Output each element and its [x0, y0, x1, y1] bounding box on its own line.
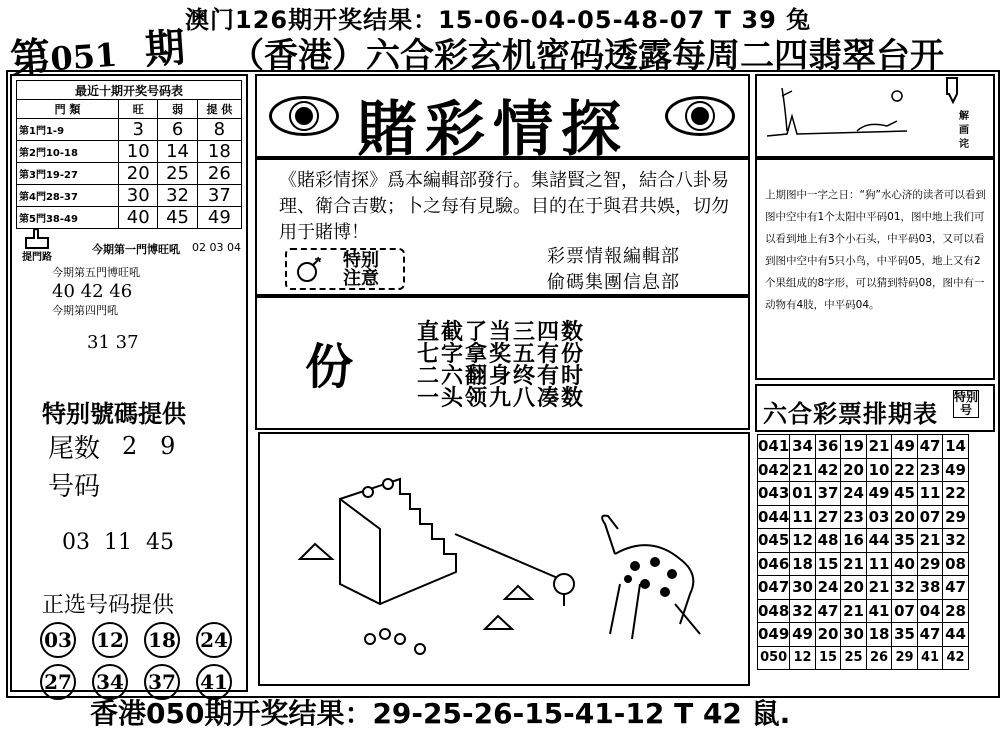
cell: 26 [197, 163, 241, 185]
schedule-cell: 35 [892, 529, 918, 553]
schedule-cell: 35 [892, 623, 918, 647]
row-label: 第2門10-18 [17, 141, 119, 163]
schedule-cell: 049 [758, 623, 790, 647]
schedule-cell: 47 [917, 435, 943, 459]
tip1-numbers: 02 03 04 [192, 241, 241, 254]
schedule-cell: 21 [917, 529, 943, 553]
tip-label: 提門路 [22, 252, 52, 263]
schedule-cell: 21 [866, 435, 892, 459]
number-ball: 18 [144, 622, 180, 658]
macau-result: 澳门126期开奖结果：15-06-04-05-48-07 T 39 兔 [185, 6, 812, 34]
cell: 30 [119, 185, 158, 207]
schedule-cell: 30 [790, 576, 816, 600]
poem-line: 一头领九八凑数 [417, 386, 586, 411]
schedule-cell: 20 [892, 505, 918, 529]
schedule-header [755, 384, 995, 432]
schedule-cell: 32 [943, 529, 969, 553]
schedule-cell: 47 [815, 599, 841, 623]
schedule-cell: 24 [841, 482, 867, 506]
table-row [758, 458, 969, 482]
table-row [758, 505, 969, 529]
table-row [17, 185, 242, 207]
cell: 49 [197, 207, 241, 229]
schedule-cell: 03 [866, 505, 892, 529]
schedule-cell: 49 [790, 623, 816, 647]
schedule-cell: 20 [815, 623, 841, 647]
schedule-cell: 44 [943, 623, 969, 647]
illustration-drawing [260, 434, 748, 684]
schedule-cell: 11 [917, 482, 943, 506]
schedule-cell: 04 [917, 599, 943, 623]
row-label: 第3門19-27 [17, 163, 119, 185]
row-label: 第1門1-9 [17, 119, 119, 141]
main-title: 賭彩情探 [357, 95, 629, 165]
col-header: 弱 [158, 100, 197, 119]
poem-line: 直截了当三四数 [417, 320, 586, 345]
number-ball: 37 [144, 664, 180, 700]
special-title: 特别號碼提供 [42, 400, 186, 428]
cell: 40 [119, 207, 158, 229]
number-ball: 24 [196, 622, 232, 658]
schedule-cell: 08 [943, 552, 969, 576]
hint-text: 上期图中一字之日：“狗”水心济的读者可以看到图中空中有1个太阳中平码01，图中地上我们可以看到地上有3个小石头，中平码03，又可以看到图中空中有5只小鸟，中平码05，地上又有2个果组成的8字形，可以猜到特码08，图中有一动物有4肢，中平码04。 [765, 189, 986, 311]
schedule-cell: 47 [943, 576, 969, 600]
code-numbers: 03 11 45 [62, 530, 174, 555]
table-row [758, 646, 969, 670]
schedule-cell: 30 [841, 623, 867, 647]
schedule-cell: 23 [841, 505, 867, 529]
schedule-cell: 046 [758, 552, 790, 576]
bomb-icon [295, 256, 323, 288]
schedule-cell: 36 [815, 435, 841, 459]
number-ball: 03 [40, 622, 76, 658]
table-row [758, 482, 969, 506]
col-header: 門 類 [17, 100, 119, 119]
schedule-cell: 11 [790, 505, 816, 529]
table-row [758, 623, 969, 647]
left-panel [10, 74, 248, 692]
schedule-cell: 38 [917, 576, 943, 600]
schedule-cell: 49 [943, 458, 969, 482]
schedule-cell: 15 [815, 552, 841, 576]
schedule-cell: 44 [866, 529, 892, 553]
schedule-cell: 25 [841, 646, 867, 670]
schedule-table [757, 434, 969, 670]
cell: 6 [158, 119, 197, 141]
schedule-cell: 32 [790, 599, 816, 623]
schedule-cell: 27 [815, 505, 841, 529]
poem-line: 二六翻身终有时 [417, 364, 586, 389]
schedule-cell: 47 [917, 623, 943, 647]
schedule-cell: 22 [943, 482, 969, 506]
schedule-cell: 043 [758, 482, 790, 506]
intro-text: 《賭彩情探》爲本編輯部發行。集諸賢之智，結合八卦易理、衛合吉數；卜之每有見驗。目的在于與君共娛，切勿用于賭博！ [279, 170, 729, 243]
schedule-cell: 045 [758, 529, 790, 553]
tip1-label: 今期第一門博旺吼 [92, 243, 180, 256]
tip5-label: 今期第五門博旺吼 [52, 266, 140, 279]
hint-title: 解 画 诧 [959, 111, 969, 150]
issue-suffix: 期 [143, 23, 187, 74]
illustration [258, 432, 750, 686]
schedule-cell: 14 [943, 435, 969, 459]
cell: 37 [197, 185, 241, 207]
schedule-cell: 22 [892, 458, 918, 482]
dept2: 偷碼集團信息部 [547, 272, 680, 293]
schedule-cell: 41 [917, 646, 943, 670]
cell: 14 [158, 141, 197, 163]
tip4-numbers: 31 37 [87, 332, 139, 353]
issue-prefix: 第 [8, 33, 52, 84]
table-row [758, 435, 969, 459]
poem [417, 322, 585, 410]
tip4-label: 今期第四門吼 [52, 304, 118, 317]
special-label: 特别号 [954, 390, 979, 417]
intro-box [255, 158, 750, 296]
schedule-cell: 16 [841, 529, 867, 553]
schedule-cell: 23 [917, 458, 943, 482]
schedule-cell: 12 [790, 529, 816, 553]
schedule-cell: 07 [892, 599, 918, 623]
hk-result: 香港050期开奖结果：29-25-26-15-41-12 T 42 鼠. [90, 697, 791, 730]
schedule-cell: 42 [815, 458, 841, 482]
table-row [17, 119, 242, 141]
schedule-cell: 34 [790, 435, 816, 459]
col-header: 旺 [119, 100, 158, 119]
schedule-cell: 21 [841, 552, 867, 576]
cell: 20 [119, 163, 158, 185]
schedule-cell: 26 [866, 646, 892, 670]
pick-balls [40, 622, 250, 700]
schedule-cell: 49 [866, 482, 892, 506]
tail-label: 尾数 [48, 434, 101, 464]
table-row [17, 163, 242, 185]
schedule-cell: 29 [943, 505, 969, 529]
schedule-cell: 29 [892, 646, 918, 670]
hand-pointer-icon [943, 76, 963, 110]
big-char: 份 [305, 339, 354, 395]
schedule-cell: 32 [892, 576, 918, 600]
schedule-cell: 042 [758, 458, 790, 482]
dept1: 彩票情報編輯部 [547, 246, 680, 267]
cell: 32 [158, 185, 197, 207]
schedule-cell: 050 [758, 646, 790, 670]
cell: 25 [158, 163, 197, 185]
schedule-cell: 19 [841, 435, 867, 459]
schedule-cell: 041 [758, 435, 790, 459]
tail-numbers: 2 9 [122, 432, 176, 460]
schedule-cell: 21 [841, 599, 867, 623]
col-header: 提 供 [197, 100, 241, 119]
schedule-cell: 21 [790, 458, 816, 482]
table-row [758, 529, 969, 553]
number-table-title: 最近十期开奖号码表 [17, 81, 242, 100]
hint-box [755, 158, 995, 380]
number-ball: 34 [92, 664, 128, 700]
row-label: 第4門28-37 [17, 185, 119, 207]
eye-icon [269, 96, 339, 136]
puzzle-drawing [757, 76, 917, 156]
schedule-cell: 01 [790, 482, 816, 506]
schedule-cell: 21 [866, 576, 892, 600]
table-row [758, 552, 969, 576]
schedule-cell: 10 [866, 458, 892, 482]
schedule-cell: 11 [866, 552, 892, 576]
table-row [758, 576, 969, 600]
poem-line: 七字拿奖五有份 [417, 342, 586, 367]
cell: 8 [197, 119, 241, 141]
schedule-cell: 18 [790, 552, 816, 576]
schedule-cell: 37 [815, 482, 841, 506]
schedule-cell: 28 [943, 599, 969, 623]
puzzle-picture [755, 74, 995, 158]
schedule-cell: 45 [892, 482, 918, 506]
cell: 45 [158, 207, 197, 229]
poem-box [255, 296, 750, 430]
notice-badge: 特别 注意 [285, 248, 405, 290]
number-ball: 41 [196, 664, 232, 700]
schedule-cell: 15 [815, 646, 841, 670]
schedule-cell: 044 [758, 505, 790, 529]
schedule-cell: 07 [917, 505, 943, 529]
issue-value: 051 [49, 35, 119, 79]
cell: 10 [119, 141, 158, 163]
schedule-cell: 20 [841, 458, 867, 482]
schedule-cell: 18 [866, 623, 892, 647]
row-label: 第5門38-49 [17, 207, 119, 229]
number-table [16, 80, 242, 229]
schedule-cell: 40 [892, 552, 918, 576]
schedule-cell: 49 [892, 435, 918, 459]
schedule-cell: 048 [758, 599, 790, 623]
tip5-numbers: 40 42 46 [52, 281, 133, 302]
number-ball: 12 [92, 622, 128, 658]
schedule-cell: 20 [841, 576, 867, 600]
schedule-title: 六合彩票排期表 [763, 400, 938, 428]
table-row [758, 599, 969, 623]
schedule-cell: 42 [943, 646, 969, 670]
eye-icon [665, 96, 735, 136]
pick-title: 正选号码提供 [42, 593, 175, 618]
schedule-cell: 29 [917, 552, 943, 576]
schedule-cell: 24 [815, 576, 841, 600]
schedule-cell: 41 [866, 599, 892, 623]
subtitle: （香港）六合彩玄机密码透露每周二四翡翠台开 [230, 36, 944, 76]
schedule-cell: 047 [758, 576, 790, 600]
schedule-cell: 48 [815, 529, 841, 553]
schedule-cell: 12 [790, 646, 816, 670]
cell: 3 [119, 119, 158, 141]
cell: 18 [197, 141, 241, 163]
code-label: 号码 [48, 472, 101, 502]
table-row [17, 141, 242, 163]
title-box [255, 74, 750, 165]
number-ball: 27 [40, 664, 76, 700]
